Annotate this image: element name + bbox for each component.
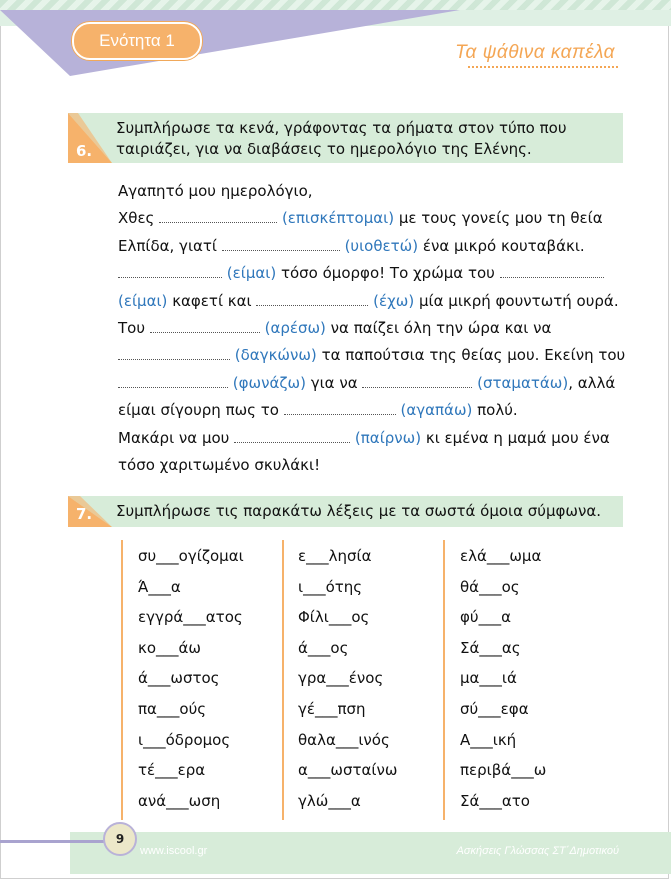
exercise-6-instruction-line2: ταιριάζει, για να διαβάσεις το ημερολόγιο της Ελένης.	[116, 140, 532, 158]
fill-blank[interactable]	[118, 345, 230, 360]
fill-blank[interactable]	[118, 373, 228, 388]
footer-book-title: Ασκήσεις Γλώσσας ΣΤ΄Δημοτικού	[456, 845, 619, 857]
fill-blank[interactable]	[256, 291, 368, 306]
text: τόσο όμορφο! Το χρώμα του	[280, 264, 495, 283]
word-item[interactable]: γλώ___α	[298, 791, 361, 810]
word-item[interactable]: ι___ότης	[298, 577, 363, 596]
word-item[interactable]: εγγρά___ατος	[138, 608, 243, 627]
text: Χθες	[118, 209, 155, 228]
verb-hint: (επισκέπτομαι)	[281, 209, 395, 228]
word-item[interactable]: τέ___ερα	[138, 761, 206, 780]
text: για να	[310, 373, 358, 392]
word-item[interactable]: Φίλι___ος	[298, 608, 370, 627]
verb-hint: (είμαι)	[226, 264, 277, 283]
word-item[interactable]: κο___άω	[138, 638, 201, 657]
word-item[interactable]: φύ___α	[460, 608, 511, 627]
text: Αγαπητό μου ημερολόγιο,	[118, 182, 313, 200]
column-divider	[121, 540, 123, 820]
text: Του	[118, 318, 146, 337]
fill-blank[interactable]	[362, 373, 472, 388]
text: τα παπούτσια της θείας μου. Εκείνη του	[321, 346, 626, 365]
fill-blank[interactable]	[284, 400, 396, 415]
verb-hint: (αγαπάω)	[400, 401, 473, 420]
word-item[interactable]: γέ___πση	[298, 699, 366, 718]
word-item[interactable]: Σά___ατο	[460, 791, 530, 810]
text: , αλλά	[568, 373, 616, 392]
passage-line	[118, 288, 618, 315]
word-item[interactable]: μα___ιά	[460, 669, 517, 688]
exercise-6-header	[68, 113, 623, 163]
verb-hint: (σταματάω)	[477, 373, 569, 392]
fill-blank[interactable]	[222, 236, 340, 251]
text: είμαι σίγουρη πως το	[118, 401, 279, 420]
text: ένα μικρό κουταβάκι.	[422, 236, 585, 255]
verb-hint: (έχω)	[373, 291, 415, 310]
word-item[interactable]: γρα___ένος	[298, 669, 384, 688]
fill-blank[interactable]	[150, 318, 260, 333]
chapter-title: Τα ψάθινα καπέλα	[455, 42, 615, 63]
word-item[interactable]: ι___όδρομος	[138, 730, 231, 749]
verb-hint: (αρέσω)	[264, 318, 326, 337]
exercise-6-instruction-line1: Συμπλήρωσε τα κενά, γράφοντας τα ρήματα στον τύπο που	[116, 119, 567, 137]
word-item[interactable]: σύ___εφα	[460, 699, 529, 718]
word-item[interactable]: περιβά___ω	[460, 761, 547, 780]
word-column-2	[298, 541, 397, 816]
fill-blank[interactable]	[118, 263, 222, 278]
word-item[interactable]: Σά___ας	[460, 638, 521, 657]
passage-line	[118, 342, 626, 369]
passage-line	[118, 370, 618, 397]
text: Μακάρι να μου	[118, 428, 230, 447]
word-item[interactable]: ά___ος	[298, 638, 349, 657]
text: καφετί και	[172, 291, 252, 310]
fill-blank[interactable]	[234, 428, 350, 443]
footer-url: www.iscool.gr	[140, 845, 208, 857]
chapter-title-underline	[468, 66, 618, 68]
text: με τους γονείς μου τη θεία	[398, 209, 603, 228]
diary-passage	[118, 178, 626, 479]
text: μία μικρή φουντωτή ουρά.	[419, 291, 619, 310]
verb-hint: (δαγκώνω)	[234, 346, 317, 365]
text: τόσο χαριτωμένο σκυλάκι!	[118, 455, 321, 474]
word-item[interactable]: θαλα___ινός	[298, 730, 390, 749]
section-label: Ενότητα 1	[72, 22, 202, 60]
word-item[interactable]: α___ωσταίνω	[298, 761, 398, 780]
text: να παίζει όλη την ώρα και να	[330, 318, 552, 337]
header-triangle	[0, 0, 460, 80]
word-item[interactable]: πα___ούς	[138, 699, 207, 718]
word-item[interactable]: συ___ογίζομαι	[138, 547, 244, 565]
verb-hint: (φωνάζω)	[232, 373, 306, 392]
verb-hint: (είμαι)	[118, 291, 168, 310]
exercise-6-number: 6.	[76, 142, 93, 160]
page-number: 9	[103, 822, 137, 856]
fill-blank[interactable]	[500, 263, 604, 278]
text: πολύ.	[477, 401, 518, 420]
exercise-7-instruction: Συμπλήρωσε τις παρακάτω λέξεις με τα σωστά όμοια σύμφωνα.	[116, 502, 601, 520]
passage-line	[118, 425, 618, 452]
passage-line	[118, 315, 618, 342]
text: Ελπίδα, γιατί	[118, 236, 218, 255]
word-column-1	[138, 541, 244, 816]
exercise-7-number: 7.	[76, 505, 93, 523]
word-item[interactable]: Α___ική	[460, 730, 517, 749]
exercise-7-header	[68, 496, 623, 527]
word-item[interactable]: ά___ωστος	[138, 669, 220, 688]
verb-hint: (παίρνω)	[354, 428, 422, 447]
passage-line	[118, 452, 618, 479]
passage-line	[118, 397, 618, 424]
footer-accent-line	[0, 840, 110, 843]
word-item[interactable]: Ά___α	[138, 577, 181, 596]
passage-line	[118, 260, 618, 287]
passage-line	[118, 205, 618, 232]
word-column-3	[460, 541, 546, 816]
word-item[interactable]: ελά___ωμα	[460, 547, 542, 565]
word-item[interactable]: θά___ος	[460, 577, 520, 596]
passage-line	[118, 233, 618, 260]
word-item[interactable]: ανά___ωση	[138, 791, 221, 810]
word-item[interactable]: ε___λησία	[298, 547, 372, 565]
column-divider	[282, 540, 284, 820]
verb-hint: (υιοθετώ)	[344, 236, 419, 255]
column-divider	[443, 540, 445, 820]
passage-line	[118, 178, 618, 205]
fill-blank[interactable]	[159, 208, 277, 223]
text: κι εμένα η μαμά μου ένα	[425, 428, 610, 447]
